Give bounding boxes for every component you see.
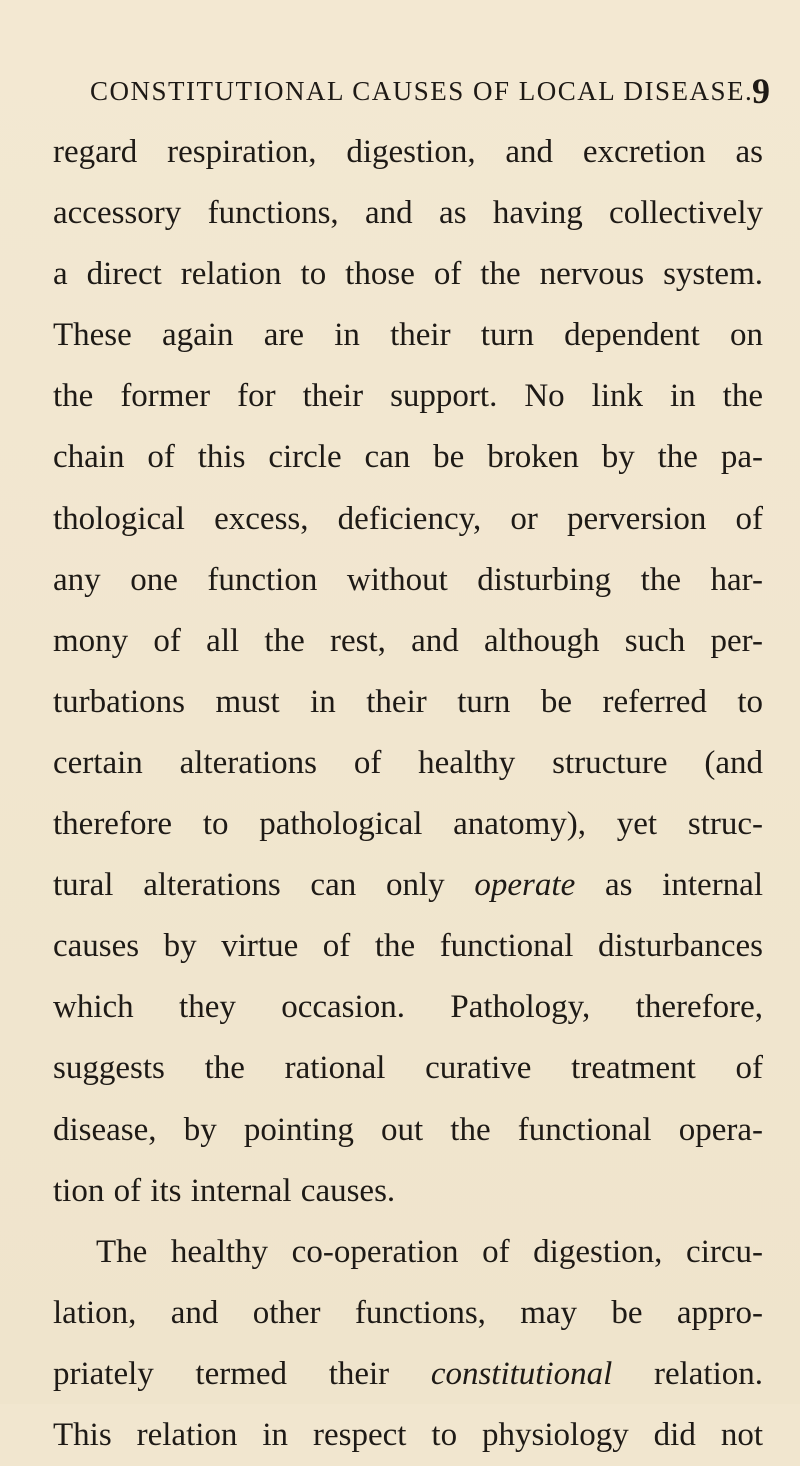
text-line: tion of its internal causes. <box>53 1172 396 1209</box>
text-line: lation, and other functions, may be appro- <box>53 1294 763 1331</box>
text-line: disease, by pointing out the functional opera- <box>53 1111 763 1148</box>
body-text <box>53 122 763 1466</box>
text-line: mony of all the rest, and although such per- <box>53 622 763 659</box>
text-line: suggests the rational curative treatment of <box>53 1050 763 1087</box>
text-line: a direct relation to those of the nervous system. <box>53 256 763 293</box>
text-line <box>53 1344 763 1405</box>
text-line: therefore to pathological anatomy), yet struc- <box>53 806 763 843</box>
running-head <box>90 70 770 110</box>
text-run: priately termed their <box>53 1355 431 1392</box>
italic-term: operate <box>474 867 576 904</box>
text-line: certain alterations of healthy structure (and <box>53 744 763 781</box>
text-line: turbations must in their turn be referred to <box>53 683 763 720</box>
text-run: tural alterations can only <box>53 867 475 904</box>
text-line: the former for their support. No link in the <box>53 378 763 415</box>
text-line <box>53 855 763 916</box>
text-line: accessory functions, and as having collectively <box>53 195 763 232</box>
text-line: The healthy co-operation of digestion, circu- <box>96 1233 763 1270</box>
text-line: These again are in their turn dependent on <box>53 317 763 354</box>
paragraph-1 <box>53 122 763 1222</box>
running-title: CONSTITUTIONAL CAUSES OF LOCAL DISEASE. <box>90 76 754 106</box>
text-line: causes by virtue of the functional disturbances <box>53 928 763 965</box>
text-line: chain of this circle can be broken by the pa- <box>53 439 763 476</box>
text-run: relation. <box>612 1355 763 1392</box>
paragraph-2 <box>53 1222 763 1466</box>
text-line: This relation in respect to physiology did not <box>53 1416 763 1453</box>
italic-term: constitutional <box>430 1355 613 1392</box>
text-line: which they occasion. Pathology, therefore, <box>53 989 763 1026</box>
text-line: thological excess, deficiency, or perversion of <box>53 500 763 537</box>
page-number: 9 <box>752 71 770 111</box>
text-run: as internal <box>575 867 764 904</box>
text-line: regard respiration, digestion, and excretion as <box>53 134 763 170</box>
text-line: any one function without disturbing the har- <box>53 561 763 598</box>
